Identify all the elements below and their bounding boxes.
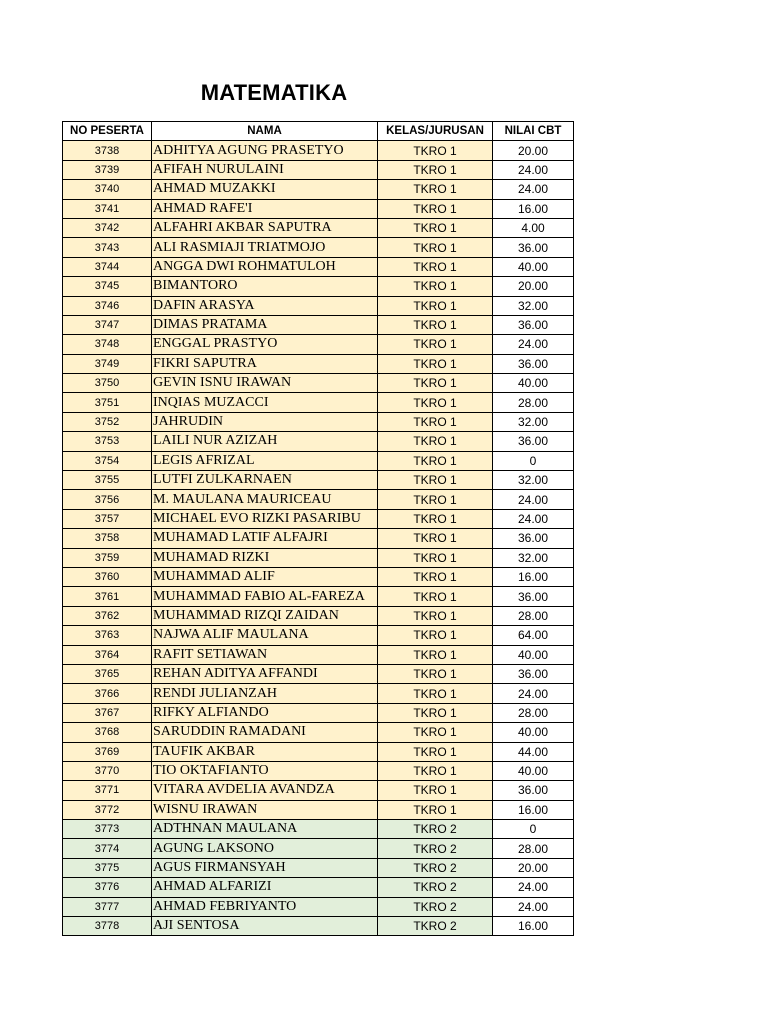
- table-row: [63, 180, 574, 199]
- cell-nilai: 36.00: [493, 354, 574, 373]
- cell-no-peserta: 3747: [63, 315, 152, 334]
- cell-nilai: 40.00: [493, 761, 574, 780]
- table-row: [63, 897, 574, 916]
- table-row: [63, 548, 574, 567]
- table-row: [63, 393, 574, 412]
- cell-nama: LEGIS AFRIZAL: [152, 451, 378, 470]
- cell-nama: AFIFAH NURULAINI: [152, 160, 378, 179]
- cell-no-peserta: 3746: [63, 296, 152, 315]
- table-row: [63, 490, 574, 509]
- cell-nama: AHMAD FEBRIYANTO: [152, 897, 378, 916]
- cell-kelas: TKRO 1: [378, 141, 493, 160]
- cell-nilai: 0: [493, 820, 574, 839]
- cell-kelas: TKRO 1: [378, 548, 493, 567]
- cell-no-peserta: 3778: [63, 917, 152, 936]
- cell-nama: SARUDDIN RAMADANI: [152, 723, 378, 742]
- cell-nama: ALFAHRI AKBAR SAPUTRA: [152, 218, 378, 237]
- table-row: [63, 761, 574, 780]
- table-row: [63, 917, 574, 936]
- cell-nama: AGUS FIRMANSYAH: [152, 858, 378, 877]
- page-title-text: MATEMATIKA: [200, 80, 348, 105]
- table-row: [63, 800, 574, 819]
- cell-nilai: 20.00: [493, 858, 574, 877]
- table-row: [63, 878, 574, 897]
- cell-kelas: TKRO 1: [378, 626, 493, 645]
- table-row: [63, 645, 574, 664]
- cell-nama: REHAN ADITYA AFFANDI: [152, 664, 378, 683]
- cell-kelas: TKRO 2: [378, 897, 493, 916]
- cell-nilai: 16.00: [493, 917, 574, 936]
- cell-kelas: TKRO 2: [378, 858, 493, 877]
- cell-nilai: 24.00: [493, 490, 574, 509]
- cell-no-peserta: 3767: [63, 703, 152, 722]
- cell-nama: MUHAMMAD ALIF: [152, 567, 378, 586]
- cell-kelas: TKRO 1: [378, 451, 493, 470]
- cell-no-peserta: 3769: [63, 742, 152, 761]
- cell-kelas: TKRO 2: [378, 839, 493, 858]
- cell-kelas: TKRO 2: [378, 917, 493, 936]
- cell-nama: DIMAS PRATAMA: [152, 315, 378, 334]
- cell-nama: RIFKY ALFIANDO: [152, 703, 378, 722]
- cell-nilai: 36.00: [493, 664, 574, 683]
- cell-nama: ENGGAL PRASTYO: [152, 335, 378, 354]
- cell-no-peserta: 3756: [63, 490, 152, 509]
- cell-no-peserta: 3759: [63, 548, 152, 567]
- column-header-nama: NAMA: [152, 122, 378, 141]
- cell-nama: ANGGA DWI ROHMATULOH: [152, 257, 378, 276]
- cell-kelas: TKRO 1: [378, 606, 493, 625]
- cell-no-peserta: 3773: [63, 820, 152, 839]
- table-row: [63, 141, 574, 160]
- cell-kelas: TKRO 2: [378, 820, 493, 839]
- table-row: [63, 839, 574, 858]
- cell-nilai: 36.00: [493, 529, 574, 548]
- cell-nilai: 20.00: [493, 141, 574, 160]
- table-row: [63, 781, 574, 800]
- table-row: [63, 723, 574, 742]
- cell-no-peserta: 3753: [63, 432, 152, 451]
- table-row: [63, 218, 574, 237]
- table-row: [63, 509, 574, 528]
- cell-kelas: TKRO 1: [378, 723, 493, 742]
- cell-kelas: TKRO 2: [378, 878, 493, 897]
- cell-kelas: TKRO 1: [378, 180, 493, 199]
- table-row: [63, 471, 574, 490]
- cell-nama: MUHAMAD LATIF ALFAJRI: [152, 529, 378, 548]
- column-header-no-peserta: NO PESERTA: [63, 122, 152, 141]
- cell-no-peserta: 3764: [63, 645, 152, 664]
- cell-no-peserta: 3763: [63, 626, 152, 645]
- table-row: [63, 703, 574, 722]
- cell-nilai: 28.00: [493, 703, 574, 722]
- table-row: [63, 296, 574, 315]
- cell-kelas: TKRO 1: [378, 800, 493, 819]
- table-row: [63, 606, 574, 625]
- cell-nilai: 28.00: [493, 393, 574, 412]
- table-row: [63, 432, 574, 451]
- cell-nama: JAHRUDIN: [152, 412, 378, 431]
- cell-nama: RENDI JULIANZAH: [152, 684, 378, 703]
- cell-kelas: TKRO 1: [378, 645, 493, 664]
- cell-no-peserta: 3775: [63, 858, 152, 877]
- cell-no-peserta: 3771: [63, 781, 152, 800]
- cell-no-peserta: 3770: [63, 761, 152, 780]
- table-row: [63, 257, 574, 276]
- table-row: [63, 684, 574, 703]
- cell-nilai: 16.00: [493, 199, 574, 218]
- cell-kelas: TKRO 1: [378, 742, 493, 761]
- cell-no-peserta: 3748: [63, 335, 152, 354]
- cell-nama: NAJWA ALIF MAULANA: [152, 626, 378, 645]
- table-row: [63, 354, 574, 373]
- cell-no-peserta: 3750: [63, 374, 152, 393]
- cell-no-peserta: 3744: [63, 257, 152, 276]
- cell-nilai: 24.00: [493, 878, 574, 897]
- cell-nilai: 24.00: [493, 897, 574, 916]
- cell-kelas: TKRO 1: [378, 199, 493, 218]
- cell-kelas: TKRO 1: [378, 277, 493, 296]
- cell-kelas: TKRO 1: [378, 761, 493, 780]
- cell-nilai: 20.00: [493, 277, 574, 296]
- cell-nilai: 40.00: [493, 374, 574, 393]
- cell-nilai: 40.00: [493, 257, 574, 276]
- cell-no-peserta: 3762: [63, 606, 152, 625]
- cell-no-peserta: 3741: [63, 199, 152, 218]
- table-row: [63, 529, 574, 548]
- cell-no-peserta: 3766: [63, 684, 152, 703]
- cell-kelas: TKRO 1: [378, 374, 493, 393]
- cell-nilai: 4.00: [493, 218, 574, 237]
- page-title: [62, 80, 574, 106]
- cell-no-peserta: 3754: [63, 451, 152, 470]
- cell-kelas: TKRO 1: [378, 509, 493, 528]
- cell-kelas: TKRO 1: [378, 490, 493, 509]
- cell-kelas: TKRO 1: [378, 257, 493, 276]
- cell-kelas: TKRO 1: [378, 781, 493, 800]
- cell-no-peserta: 3776: [63, 878, 152, 897]
- cell-nilai: 24.00: [493, 684, 574, 703]
- cell-nama: INQIAS MUZACCI: [152, 393, 378, 412]
- cell-kelas: TKRO 1: [378, 529, 493, 548]
- column-header-kelas: KELAS/JURUSAN: [378, 122, 493, 141]
- cell-nilai: 32.00: [493, 471, 574, 490]
- cell-nama: LAILI NUR AZIZAH: [152, 432, 378, 451]
- cell-nilai: 40.00: [493, 723, 574, 742]
- cell-nilai: 24.00: [493, 509, 574, 528]
- cell-nama: MUHAMAD RIZKI: [152, 548, 378, 567]
- table-row: [63, 626, 574, 645]
- table-row: [63, 335, 574, 354]
- cell-no-peserta: 3757: [63, 509, 152, 528]
- column-header-nilai: NILAI CBT: [493, 122, 574, 141]
- cell-nama: M. MAULANA MAURICEAU: [152, 490, 378, 509]
- cell-nilai: 36.00: [493, 238, 574, 257]
- cell-nama: TIO OKTAFIANTO: [152, 761, 378, 780]
- table-row: [63, 567, 574, 586]
- cell-nama: ADTHNAN MAULANA: [152, 820, 378, 839]
- table-row: [63, 277, 574, 296]
- cell-no-peserta: 3738: [63, 141, 152, 160]
- cell-kelas: TKRO 1: [378, 160, 493, 179]
- cell-nilai: 16.00: [493, 800, 574, 819]
- cell-nama: AJI SENTOSA: [152, 917, 378, 936]
- cell-nama: ADHITYA AGUNG PRASETYO: [152, 141, 378, 160]
- cell-nilai: 36.00: [493, 432, 574, 451]
- cell-kelas: TKRO 1: [378, 471, 493, 490]
- cell-nama: AHMAD RAFE'I: [152, 199, 378, 218]
- cell-nilai: 0: [493, 451, 574, 470]
- cell-no-peserta: 3742: [63, 218, 152, 237]
- table-row: [63, 315, 574, 334]
- cell-nama: WISNU IRAWAN: [152, 800, 378, 819]
- cell-nama: LUTFI ZULKARNAEN: [152, 471, 378, 490]
- cell-nama: DAFIN ARASYA: [152, 296, 378, 315]
- table-row: [63, 412, 574, 431]
- cell-kelas: TKRO 1: [378, 315, 493, 334]
- cell-nama: GEVIN ISNU IRAWAN: [152, 374, 378, 393]
- cell-nilai: 16.00: [493, 567, 574, 586]
- table-row: [63, 587, 574, 606]
- cell-nama: VITARA AVDELIA AVANDZA: [152, 781, 378, 800]
- cell-nama: FIKRI SAPUTRA: [152, 354, 378, 373]
- cell-nilai: 32.00: [493, 412, 574, 431]
- cell-nama: TAUFIK AKBAR: [152, 742, 378, 761]
- cell-kelas: TKRO 1: [378, 703, 493, 722]
- cell-nama: AGUNG LAKSONO: [152, 839, 378, 858]
- cell-nilai: 36.00: [493, 587, 574, 606]
- cell-kelas: TKRO 1: [378, 393, 493, 412]
- cell-kelas: TKRO 1: [378, 218, 493, 237]
- table-row: [63, 858, 574, 877]
- cell-nama: BIMANTORO: [152, 277, 378, 296]
- cell-nilai: 24.00: [493, 180, 574, 199]
- cell-no-peserta: 3739: [63, 160, 152, 179]
- cell-no-peserta: 3761: [63, 587, 152, 606]
- cell-kelas: TKRO 1: [378, 432, 493, 451]
- cell-nilai: 64.00: [493, 626, 574, 645]
- table-row: [63, 238, 574, 257]
- cell-nilai: 32.00: [493, 296, 574, 315]
- cell-nilai: 32.00: [493, 548, 574, 567]
- cell-nama: MUHAMMAD FABIO AL-FAREZA: [152, 587, 378, 606]
- cell-nilai: 40.00: [493, 645, 574, 664]
- cell-no-peserta: 3777: [63, 897, 152, 916]
- cell-nilai: 36.00: [493, 315, 574, 334]
- cell-kelas: TKRO 1: [378, 587, 493, 606]
- cell-nama: AHMAD ALFARIZI: [152, 878, 378, 897]
- cell-no-peserta: 3752: [63, 412, 152, 431]
- cell-kelas: TKRO 1: [378, 335, 493, 354]
- cell-nama: RAFIT SETIAWAN: [152, 645, 378, 664]
- cell-nilai: 24.00: [493, 160, 574, 179]
- cell-kelas: TKRO 1: [378, 354, 493, 373]
- cell-no-peserta: 3768: [63, 723, 152, 742]
- table-row: [63, 160, 574, 179]
- cell-nama: AHMAD MUZAKKI: [152, 180, 378, 199]
- cell-no-peserta: 3745: [63, 277, 152, 296]
- table-header-row: [63, 122, 574, 141]
- cell-nilai: 28.00: [493, 839, 574, 858]
- table-row: [63, 742, 574, 761]
- cell-no-peserta: 3751: [63, 393, 152, 412]
- cell-no-peserta: 3755: [63, 471, 152, 490]
- table-row: [63, 664, 574, 683]
- cell-no-peserta: 3774: [63, 839, 152, 858]
- table-row: [63, 199, 574, 218]
- cell-nama: MUHAMMAD RIZQI ZAIDAN: [152, 606, 378, 625]
- cell-no-peserta: 3765: [63, 664, 152, 683]
- cell-nilai: 36.00: [493, 781, 574, 800]
- cell-kelas: TKRO 1: [378, 664, 493, 683]
- cell-kelas: TKRO 1: [378, 238, 493, 257]
- cell-no-peserta: 3749: [63, 354, 152, 373]
- cell-kelas: TKRO 1: [378, 296, 493, 315]
- table-body: [63, 141, 574, 936]
- cell-kelas: TKRO 1: [378, 567, 493, 586]
- cell-no-peserta: 3772: [63, 800, 152, 819]
- cell-no-peserta: 3743: [63, 238, 152, 257]
- cell-no-peserta: 3758: [63, 529, 152, 548]
- cell-nama: MICHAEL EVO RIZKI PASARIBU: [152, 509, 378, 528]
- table-row: [63, 374, 574, 393]
- cell-kelas: TKRO 1: [378, 684, 493, 703]
- cell-no-peserta: 3760: [63, 567, 152, 586]
- cell-nama: ALI RASMIAJI TRIATMOJO: [152, 238, 378, 257]
- cell-kelas: TKRO 1: [378, 412, 493, 431]
- table-row: [63, 820, 574, 839]
- cell-nilai: 24.00: [493, 335, 574, 354]
- score-table: [62, 121, 574, 936]
- cell-nilai: 28.00: [493, 606, 574, 625]
- cell-nilai: 44.00: [493, 742, 574, 761]
- table-row: [63, 451, 574, 470]
- cell-no-peserta: 3740: [63, 180, 152, 199]
